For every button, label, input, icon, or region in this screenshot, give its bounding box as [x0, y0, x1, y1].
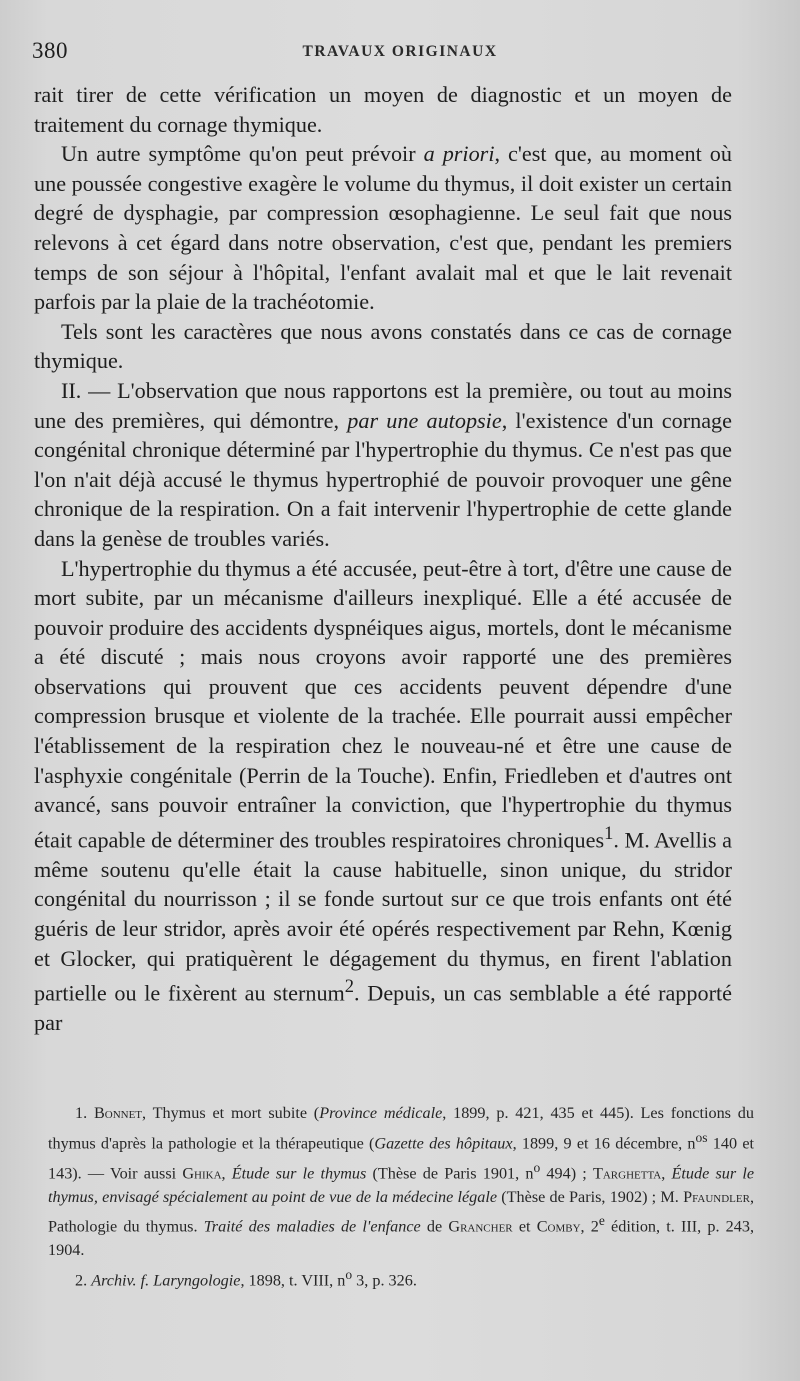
- footnote-author: Comby: [536, 1217, 581, 1236]
- paragraph-2-text-a: Un autre symptôme qu'on peut prévoir: [61, 141, 424, 167]
- paragraph-4-text-a: II. — L'observation que nous rapportons est la première, ou tout au moins une des premières, qui démontre,: [34, 377, 732, 433]
- footnote-author: Targhetta: [592, 1163, 662, 1182]
- footnote-text: édition, t. III, p. 243, 1904.: [48, 1217, 755, 1260]
- paragraph-4: [34, 376, 732, 554]
- footnote-work-title: Étude sur le thymus: [231, 1163, 367, 1182]
- footnote-superscript: o: [533, 1159, 541, 1175]
- paragraph-3: [34, 317, 732, 376]
- footnote-2: [48, 1263, 754, 1293]
- footnote-superscript: os: [695, 1129, 708, 1145]
- paragraph-5: [34, 554, 732, 1038]
- footnote-author: Ghika: [182, 1163, 222, 1182]
- footnote-text: et: [512, 1217, 537, 1236]
- footnote-text: ,: [661, 1163, 672, 1182]
- footnote-text: , 1898, t. VIII, n: [240, 1271, 346, 1290]
- footnote-superscript: e: [598, 1213, 605, 1229]
- paragraph-5-text-a: L'hypertrophie du thymus a été accusée, peut-être à tort, d'être une cause de mort subite, par un mécanisme d'ailleurs inexpliqué. Elle a été accusée de pouvoir produire des accidents dyspnéiques aigus, mortels, dont le mécanisme a été discuté ; mais nous croyons avoir rapporté une des premières observations qui prouvent que ces accidents peuvent dépendre d'une compression brusque et violente de la trachée. Elle pourrait aussi empêcher l'établissement de la respiration chez le nouveau-né et être une cause de l'asphyxie congénitale (Perrin de la Touche). Enfin, Friedleben et d'autres ont avancé, sans pouvoir entraîner la conviction, que l'hypertrophie du thymus était capable de déterminer des troubles respiratoires chroniques: [34, 555, 732, 853]
- paragraph-2: [34, 139, 732, 317]
- footnote-text: 140 et 143). — Voir aussi: [48, 1133, 754, 1182]
- footnotes: [48, 1102, 754, 1293]
- footnote-text: , 1899, p. 421, 435 et 445). Les fonctions du thymus d'après la pathologie et la thérapeutique (: [48, 1104, 754, 1152]
- page-number: 380: [32, 38, 68, 63]
- footnote-text: 3, p. 326.: [352, 1271, 417, 1290]
- footnote-2-number: 2.: [75, 1271, 92, 1290]
- page-header: [32, 38, 768, 68]
- footnote-text: ,: [221, 1163, 232, 1182]
- paragraph-5-text-c: . Depuis, un cas semblable a été rapporté par: [34, 980, 732, 1036]
- footnote-work-title: Étude sur le thymus, envisagé spécialement au point de vue de la médecine légale: [48, 1163, 755, 1206]
- footnote-author: Grancher: [448, 1217, 513, 1236]
- footnote-author: Pfaundler: [683, 1187, 750, 1206]
- paragraph-1: [34, 80, 732, 139]
- paragraph-4-emphasis: par une autopsie: [347, 407, 502, 433]
- footnote-journal-title: Archiv. f. Laryngologie: [91, 1271, 241, 1290]
- footnote-text: de: [420, 1217, 449, 1236]
- footnote-text: (Thèse de Paris 1901, n: [366, 1163, 534, 1182]
- paragraph-2-text-b: , c'est que, au moment où une poussée congestive exagère le volume du thymus, il doit exister un certain degré de dysphagie, par compression œsophagienne. Le seul fait que nous relevons à cet égard dans notre observation, c'est que, pendant les premiers temps de son séjour à l'hôpital, l'enfant avalait mal et que le lait revenait parfois par la plaie de la trachéotomie.: [34, 141, 732, 315]
- footnote-text: , Pathologie du thymus.: [48, 1187, 754, 1236]
- footnote-journal-title: Province médicale: [319, 1104, 443, 1122]
- paragraph-1-text: rait tirer de cette vérification un moyen de diagnostic et un moyen de traitement du cornage thymique.: [34, 82, 732, 137]
- footnote-text: (Thèse de Paris, 1902) ; M.: [497, 1187, 684, 1206]
- footnote-ref-1[interactable]: 1: [604, 823, 614, 844]
- running-head: TRAVAUX ORIGINAUX: [302, 43, 498, 60]
- footnote-1: [48, 1102, 754, 1263]
- footnote-work-title: Traité des maladies de l'enfance: [203, 1217, 421, 1236]
- paragraph-5-text-b: . M. Avellis a même soutenu qu'elle était la cause habituelle, sinon unique, du stridor congénital du nourrisson ; il se fonde surtout sur ce que trois enfants ont été guéris de leur stridor, après avoir été opérés respectivement par Rehn, Kœnig et Glocker, qui pratiquèrent le dégagement du thymus, en firent l'ablation partielle ou le fixèrent au sternum: [34, 827, 732, 1006]
- footnote-text: 494) ;: [540, 1163, 593, 1182]
- footnote-text: , 2: [580, 1217, 599, 1236]
- body-text: [34, 80, 732, 1038]
- footnote-ref-2[interactable]: 2: [344, 977, 355, 998]
- footnote-text: , Thymus et mort subite (: [142, 1104, 320, 1122]
- footnote-author: Bonnet: [93, 1104, 143, 1122]
- footnote-superscript: o: [345, 1266, 353, 1282]
- paragraph-2-emphasis: a priori: [423, 141, 495, 167]
- paragraph-3-text: Tels sont les caractères que nous avons constatés dans ce cas de cornage thymique.: [34, 318, 732, 374]
- paragraph-4-text-b: , l'existence d'un cornage congénital chronique déterminé par l'hypertrophie du thymus. Ce n'est pas que l'on n'ait déjà accusé le thymus hypertrophié de pouvoir provoquer une gêne chronique de la respiration. On a fait intervenir l'hypertrophie de cette glande dans la genèse de troubles variés.: [34, 407, 732, 551]
- footnote-1-number: 1.: [75, 1104, 94, 1122]
- footnote-journal-title: Gazette des hôpitaux: [374, 1133, 513, 1152]
- footnote-text: , 1899, 9 et 16 décembre, n: [512, 1133, 696, 1152]
